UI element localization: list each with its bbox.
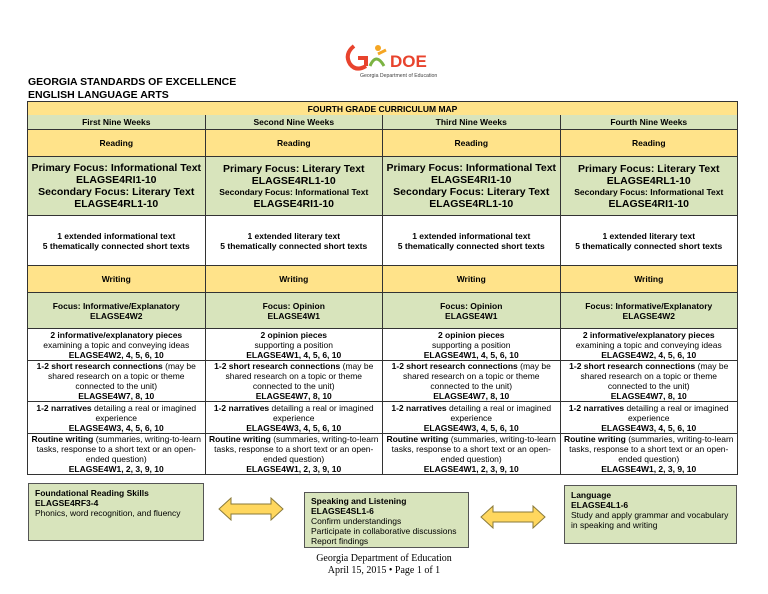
writing-label: Writing bbox=[383, 266, 561, 293]
primary-code: ELAGSE4RL1-10 bbox=[606, 174, 691, 187]
texts-cell bbox=[383, 216, 561, 266]
research-desc: (may be shared research on a topic or theme connected to the unit) bbox=[47, 361, 196, 391]
routine-desc: (summaries, writing-to-learn tasks, response to a short text or an open-ended question) bbox=[569, 434, 734, 464]
box-desc: Study and apply grammar and vocabulary in speaking and writing bbox=[571, 510, 729, 530]
pieces-code: ELAGSE4W2, 4, 5, 6, 10 bbox=[68, 349, 164, 360]
research-code: ELAGSE4W7, 8, 10 bbox=[433, 391, 510, 401]
writing-focus-cell bbox=[560, 293, 738, 329]
narratives-code: ELAGSE4W3, 4, 5, 6, 10 bbox=[246, 422, 342, 433]
research-title: 1-2 short research connections bbox=[569, 361, 696, 371]
research-code: ELAGSE4W7, 8, 10 bbox=[255, 391, 332, 401]
box-title: Foundational Reading Skills bbox=[35, 488, 149, 498]
primary-focus: Primary Focus: Informational Text bbox=[31, 162, 202, 174]
routine-code: ELAGSE4W1, 2, 3, 9, 10 bbox=[423, 464, 519, 474]
narratives-cell bbox=[205, 402, 383, 434]
box-code: ELAGSE4L1-6 bbox=[571, 500, 629, 510]
reading-label: Reading bbox=[560, 130, 738, 157]
secondary-code: ELAGSE4RL1-10 bbox=[74, 198, 159, 210]
secondary-focus: Secondary Focus: Literary Text bbox=[38, 186, 195, 198]
texts-cell bbox=[560, 216, 738, 266]
writing-row bbox=[28, 266, 738, 293]
research-title: 1-2 short research connections bbox=[391, 361, 518, 371]
writing-focus: Focus: Opinion bbox=[440, 300, 503, 311]
pieces-desc: examining a topic and conveying ideas bbox=[575, 339, 722, 350]
secondary-code: ELAGSE4RI1-10 bbox=[253, 197, 335, 210]
pieces-code: ELAGSE4W2, 4, 5, 6, 10 bbox=[601, 349, 697, 360]
narratives-cell bbox=[28, 402, 206, 434]
writing-focus-cell bbox=[28, 293, 206, 329]
routine-title: Routine writing bbox=[208, 434, 271, 444]
research-cell bbox=[205, 361, 383, 402]
research-code: ELAGSE4W7, 8, 10 bbox=[610, 391, 687, 401]
narratives-code: ELAGSE4W3, 4, 5, 6, 10 bbox=[423, 422, 519, 433]
routine-code: ELAGSE4W1, 2, 3, 9, 10 bbox=[601, 464, 697, 474]
reading-label: Reading bbox=[28, 130, 206, 157]
writing-label: Writing bbox=[560, 266, 738, 293]
writing-focus: Focus: Informative/Explanatory bbox=[52, 300, 180, 311]
narratives-cell bbox=[383, 402, 561, 434]
research-cell bbox=[28, 361, 206, 402]
writing-focus-cell bbox=[205, 293, 383, 329]
reading-focus-cell bbox=[28, 157, 206, 216]
routine-title: Routine writing bbox=[386, 434, 449, 444]
pieces-cell bbox=[560, 329, 738, 361]
reading-label: Reading bbox=[383, 130, 561, 157]
primary-code: ELAGSE4RL1-10 bbox=[251, 174, 336, 187]
writing-code: ELAGSE4W1 bbox=[445, 310, 498, 321]
header-line-1: GEORGIA STANDARDS OF EXCELLENCE bbox=[28, 76, 237, 88]
pieces-title: 2 opinion pieces bbox=[260, 329, 328, 340]
reading-focus-cell bbox=[383, 157, 561, 216]
research-desc: (may be shared research on a topic or theme connected to the unit) bbox=[225, 361, 374, 391]
pieces-row bbox=[28, 329, 738, 361]
research-desc: (may be shared research on a topic or theme connected to the unit) bbox=[402, 361, 551, 391]
texts-row bbox=[28, 216, 738, 266]
column-header: Second Nine Weeks bbox=[205, 115, 383, 130]
texts-line: 5 thematically connected short texts bbox=[220, 240, 368, 251]
routine-desc: (summaries, writing-to-learn tasks, response to a short text or an open-ended question) bbox=[214, 434, 379, 464]
pieces-code: ELAGSE4W1, 4, 5, 6, 10 bbox=[246, 349, 342, 360]
box-title: Language bbox=[571, 490, 612, 500]
pieces-desc: supporting a position bbox=[254, 339, 333, 350]
routine-desc: (summaries, writing-to-learn tasks, response to a short text or an open-ended question) bbox=[391, 434, 557, 464]
primary-focus: Primary Focus: Literary Text bbox=[222, 162, 365, 175]
narratives-title: 1-2 narratives bbox=[568, 402, 625, 413]
writing-label: Writing bbox=[28, 266, 206, 293]
routine-row bbox=[28, 434, 738, 475]
column-header: Fourth Nine Weeks bbox=[560, 115, 738, 130]
language-box bbox=[564, 485, 737, 544]
title-row bbox=[28, 102, 738, 116]
routine-title: Routine writing bbox=[31, 434, 94, 444]
narratives-desc: detailing a real or imagined experience bbox=[269, 402, 374, 423]
footer-line-1: Georgia Department of Education bbox=[316, 553, 452, 564]
secondary-code: ELAGSE4RI1-10 bbox=[608, 197, 690, 210]
routine-cell bbox=[28, 434, 206, 475]
box-code: ELAGSE4RF3-4 bbox=[35, 498, 99, 508]
secondary-focus: Secondary Focus: Informational Text bbox=[574, 186, 724, 197]
secondary-focus: Secondary Focus: Informational Text bbox=[219, 186, 369, 197]
box-desc: Phonics, word recognition, and fluency bbox=[35, 508, 181, 518]
research-title: 1-2 short research connections bbox=[214, 361, 341, 371]
box-item: Participate in collaborative discussions bbox=[311, 526, 457, 536]
writing-focus-cell bbox=[383, 293, 561, 329]
primary-focus: Primary Focus: Literary Text bbox=[577, 162, 720, 175]
routine-cell bbox=[205, 434, 383, 475]
writing-code: ELAGSE4W1 bbox=[267, 310, 320, 321]
reading-row bbox=[28, 130, 738, 157]
secondary-focus: Secondary Focus: Literary Text bbox=[393, 186, 550, 198]
narratives-title: 1-2 narratives bbox=[36, 402, 92, 413]
writing-focus: Focus: Informative/Explanatory bbox=[585, 300, 713, 311]
writing-focus: Focus: Opinion bbox=[262, 300, 325, 311]
secondary-code: ELAGSE4RL1-10 bbox=[429, 198, 514, 210]
pieces-title: 2 informative/explanatory pieces bbox=[582, 329, 715, 340]
narratives-code: ELAGSE4W3, 4, 5, 6, 10 bbox=[68, 422, 164, 433]
narratives-title: 1-2 narratives bbox=[213, 402, 270, 413]
texts-line: 1 extended literary text bbox=[602, 230, 696, 241]
pieces-desc: supporting a position bbox=[432, 339, 511, 350]
research-title: 1-2 short research connections bbox=[36, 361, 163, 371]
narratives-row bbox=[28, 402, 738, 434]
column-header: Third Nine Weeks bbox=[383, 115, 561, 130]
texts-line: 1 extended informational text bbox=[57, 230, 176, 241]
pieces-code: ELAGSE4W1, 4, 5, 6, 10 bbox=[423, 349, 519, 360]
narratives-code: ELAGSE4W3, 4, 5, 6, 10 bbox=[601, 422, 697, 433]
routine-title: Routine writing bbox=[563, 434, 626, 444]
column-header-row bbox=[28, 115, 738, 130]
pieces-cell bbox=[205, 329, 383, 361]
narratives-title: 1-2 narratives bbox=[391, 402, 447, 413]
primary-code: ELAGSE4RI1-10 bbox=[430, 174, 512, 186]
research-row bbox=[28, 361, 738, 402]
svg-text:Georgia Department of Educatio: Georgia Department of Education bbox=[360, 73, 438, 79]
routine-cell bbox=[560, 434, 738, 475]
foundational-skills-box bbox=[28, 483, 204, 541]
texts-line: 5 thematically connected short texts bbox=[575, 240, 723, 251]
column-header: First Nine Weeks bbox=[28, 115, 206, 130]
reading-focus-cell bbox=[560, 157, 738, 216]
texts-line: 5 thematically connected short texts bbox=[397, 240, 545, 251]
routine-cell bbox=[383, 434, 561, 475]
pieces-title: 2 opinion pieces bbox=[437, 329, 505, 340]
box-title: Speaking and Listening bbox=[311, 496, 407, 506]
header-line-2: ENGLISH LANGUAGE ARTS bbox=[28, 89, 169, 101]
texts-line: 1 extended literary text bbox=[247, 230, 341, 241]
narratives-desc: detailing a real or imagined experience bbox=[624, 402, 729, 423]
pieces-title: 2 informative/explanatory pieces bbox=[50, 329, 183, 340]
texts-cell bbox=[205, 216, 383, 266]
map-title: FOURTH GRADE CURRICULUM MAP bbox=[28, 102, 738, 116]
reading-focus-row bbox=[28, 157, 738, 216]
primary-focus: Primary Focus: Informational Text bbox=[386, 162, 557, 174]
pieces-cell bbox=[28, 329, 206, 361]
pieces-cell bbox=[383, 329, 561, 361]
box-item: Report findings bbox=[311, 536, 369, 546]
footer-line-2: April 15, 2015 • Page 1 of 1 bbox=[327, 565, 441, 576]
pieces-desc: examining a topic and conveying ideas bbox=[43, 339, 190, 350]
narratives-cell bbox=[560, 402, 738, 434]
routine-code: ELAGSE4W1, 2, 3, 9, 10 bbox=[68, 464, 164, 474]
routine-code: ELAGSE4W1, 2, 3, 9, 10 bbox=[246, 464, 342, 474]
reading-focus-cell bbox=[205, 157, 383, 216]
narratives-desc: detailing a real or imagined experience bbox=[91, 402, 197, 423]
speaking-listening-box bbox=[304, 492, 469, 548]
routine-desc: (summaries, writing-to-learn tasks, response to a short text or an open-ended question) bbox=[36, 434, 202, 464]
narratives-desc: detailing a real or imagined experience bbox=[446, 402, 552, 423]
research-cell bbox=[560, 361, 738, 402]
writing-label: Writing bbox=[205, 266, 383, 293]
writing-code: ELAGSE4W2 bbox=[90, 310, 143, 321]
box-item: Confirm understandings bbox=[311, 516, 402, 526]
reading-label: Reading bbox=[205, 130, 383, 157]
gadoe-logo bbox=[340, 36, 450, 80]
writing-focus-row bbox=[28, 293, 738, 329]
texts-line: 5 thematically connected short texts bbox=[42, 240, 190, 251]
research-desc: (may be shared research on a topic or theme connected to the unit) bbox=[580, 361, 729, 391]
research-cell bbox=[383, 361, 561, 402]
double-arrow-icon bbox=[218, 497, 284, 521]
svg-text:DOE: DOE bbox=[390, 52, 427, 71]
research-code: ELAGSE4W7, 8, 10 bbox=[78, 391, 155, 401]
texts-line: 1 extended informational text bbox=[412, 230, 531, 241]
writing-code: ELAGSE4W2 bbox=[622, 310, 675, 321]
box-code: ELAGSE4SL1-6 bbox=[311, 506, 374, 516]
curriculum-map-table bbox=[27, 101, 738, 475]
texts-cell bbox=[28, 216, 206, 266]
double-arrow-icon bbox=[480, 505, 546, 529]
primary-code: ELAGSE4RI1-10 bbox=[75, 174, 157, 186]
